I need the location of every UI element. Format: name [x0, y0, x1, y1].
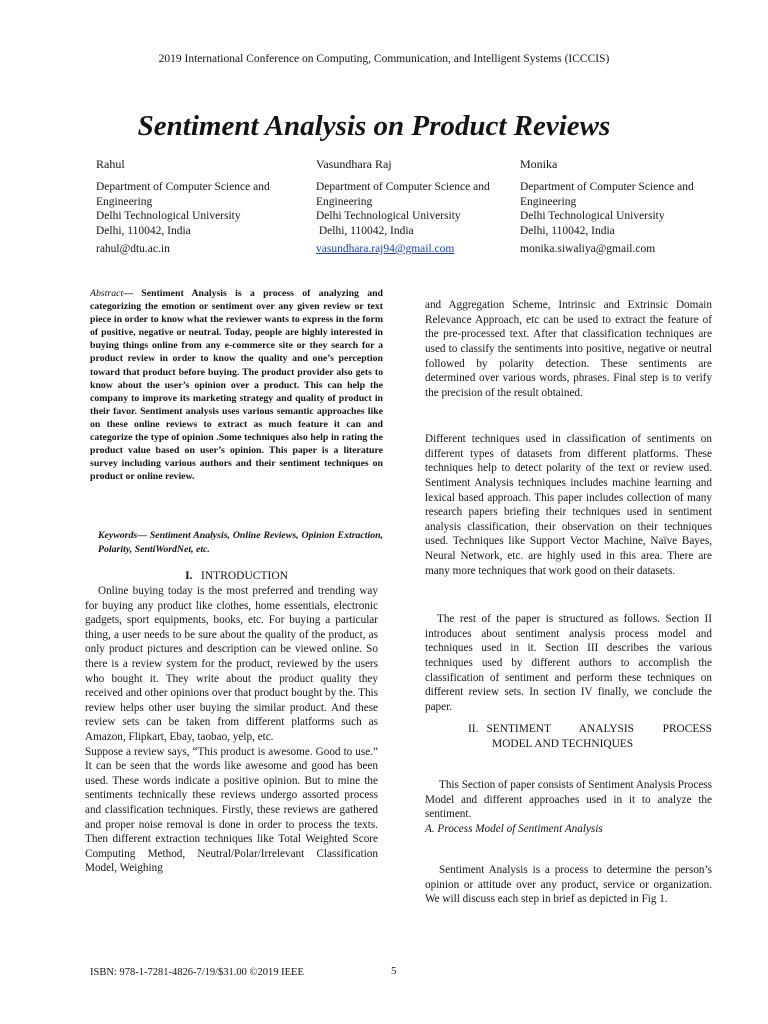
section-title-line-2: MODEL AND TECHNIQUES	[492, 738, 634, 750]
section-heading-sentiment-analysis	[468, 722, 712, 752]
author-city: Delhi, 110042, India	[96, 224, 191, 237]
author-dept: Department of Computer Science and	[316, 181, 490, 193]
author-email: monika.siwaliya@gmail.com	[520, 243, 656, 255]
author-email: rahul@dtu.ac.in	[96, 243, 170, 255]
section-number: II.	[468, 723, 479, 735]
author-university: Delhi Technological University	[316, 210, 461, 222]
author-university: Delhi Technological University	[520, 210, 665, 222]
section-title-line: SENTIMENT ANALYSIS PROCESS	[486, 723, 712, 735]
body-paragraph: This Section of paper consists of Sentiment Analysis Process Model and different approaches used in it to analyze the sentiment.	[425, 779, 712, 821]
author-name: Vasundhara Raj	[316, 157, 392, 171]
body-paragraph: Sentiment Analysis is a process to determine the person’s opinion or attitude over any product, service or organization. We will discuss each step in brief as depicted in Fig 1.	[425, 864, 712, 906]
body-paragraph: and Aggregation Scheme, Intrinsic and Extrinsic Domain Relevance Approach, etc can be used to extract the feature of the pre-processed text. After that classification techniques are used to classify the sentiments into positive, negative or neutral followed by polarity detection. These sentiments are determined over various words, phrases. Final step is to verify the precision of the result obtained.	[425, 299, 712, 399]
author-name: Rahul	[96, 157, 125, 171]
author-dept-cont: Engineering	[316, 195, 373, 208]
body-paragraph: The rest of the paper is structured as follows. Section II introduces about sentiment analysis process model and techniques used in it. Section III describes the various techniques used by different authors to accomplish the classification of sentiment and perform these techniques on different review sets. In section IV finally, we conclude the paper.	[425, 613, 712, 713]
author-university: Delhi Technological University	[96, 210, 241, 222]
footer-isbn: ISBN: 978-1-7281-4826-7/19/$31.00 ©2019 IEEE	[90, 967, 304, 978]
introduction-body	[85, 584, 378, 876]
section-title: INTRODUCTION	[201, 570, 288, 582]
intro-paragraph: Online buying today is the most preferred and trending way for buying any product like clothes, home essentials, electronic gadgets, sport equipments, books, etc. For buying a particular thing, a user needs to be sure about the quality of the product, as only product pictures and description can be viewed online. So there is a review system for the product, reviewed by the users who bought it. They write about the product quality they received and other opinions over that product bought by the. This review helps other user buying the similar product. And these review sets can be taken from different platforms such as Amazon, Flipkart, Ebay, taobao, yelp, etc.	[85, 585, 378, 743]
author-dept: Department of Computer Science and	[520, 181, 694, 193]
author-dept: Department of Computer Science and	[96, 181, 270, 193]
abstract-dash: —	[123, 288, 133, 299]
author-dept-cont: Engineering	[520, 195, 577, 208]
abstract-text: Sentiment Analysis is a process of analyzing and categorizing the emotion or sentiment over any given review or text piece in order to know what the reviewer wants to express in the form of positive, negative or neutral. Today, people are highly interested in buying things online from any e-commerce site or they search for a product review in order to know the quality and one’s perception toward that product before buying. The product provider also gets to know about the user’s opinion over a product. This can help the company to improve its marketing strategy and quality of product in their favor. Sentiment analysis uses various semantic approaches like on these online reviews to extract as much feature it can and categorize the type of opinion .Some techniques also help in rating the product value based on user’s opinion. This paper is a literature survey including various authors and their sentiment techniques on product or online review.	[90, 288, 383, 483]
author-block-3	[520, 157, 720, 257]
author-city: Delhi, 110042, India	[520, 224, 615, 237]
abstract-label: Abstract	[90, 288, 124, 299]
author-block-1	[96, 157, 311, 257]
paper-title: Sentiment Analysis on Product Reviews	[137, 110, 611, 142]
subsection-heading: A. Process Model of Sentiment Analysis	[425, 823, 603, 835]
keywords: Keywords— Sentiment Analysis, Online Reviews, Opinion Extraction, Polarity, SentiWordNet, etc.	[98, 530, 383, 555]
page-number: 5	[391, 965, 397, 977]
author-block-2	[316, 157, 516, 257]
author-city: Delhi, 110042, India	[316, 224, 414, 237]
conference-header: 2019 International Conference on Computing, Communication, and Intelligent Systems (ICCCIS)	[158, 53, 610, 65]
section-heading-introduction	[90, 570, 383, 582]
section-heading-line	[468, 722, 712, 737]
author-dept-cont: Engineering	[96, 195, 153, 208]
section-number: I.	[185, 570, 193, 582]
author-name: Monika	[520, 157, 558, 171]
author-email-link[interactable]: vasundhara.raj94@gmail.com	[316, 243, 455, 255]
intro-paragraph: Suppose a review says, “This product is awesome. Good to use.” It can be seen that the words like awesome and good has been used. These words indicate a positive opinion. But to mine the sentiments technically these reviews undergo assorted process and classification techniques. Firstly, these reviews are gathered and proper noise removal is done in order to process the texts. Then different extraction techniques like Total Weighted Score Computing Method, Neutral/Polar/Irrelevant Classification Model, Weighing	[85, 745, 378, 875]
body-paragraph: Different techniques used in classification of sentiments on different types of datasets from different platforms. These techniques help to detect polarity of the text or review used. Sentiment Analysis techniques includes machine learning and lexical based approach. This paper includes collection of many research papers briefing their techniques used in sentiment analysis classification, their observation on their techniques used. Techniques like Support Vector Machine, Naïve Bayes, Neural Network, etc. are highly used in this area. There are many more techniques that work good on their datasets.	[425, 433, 712, 577]
abstract	[90, 287, 383, 483]
